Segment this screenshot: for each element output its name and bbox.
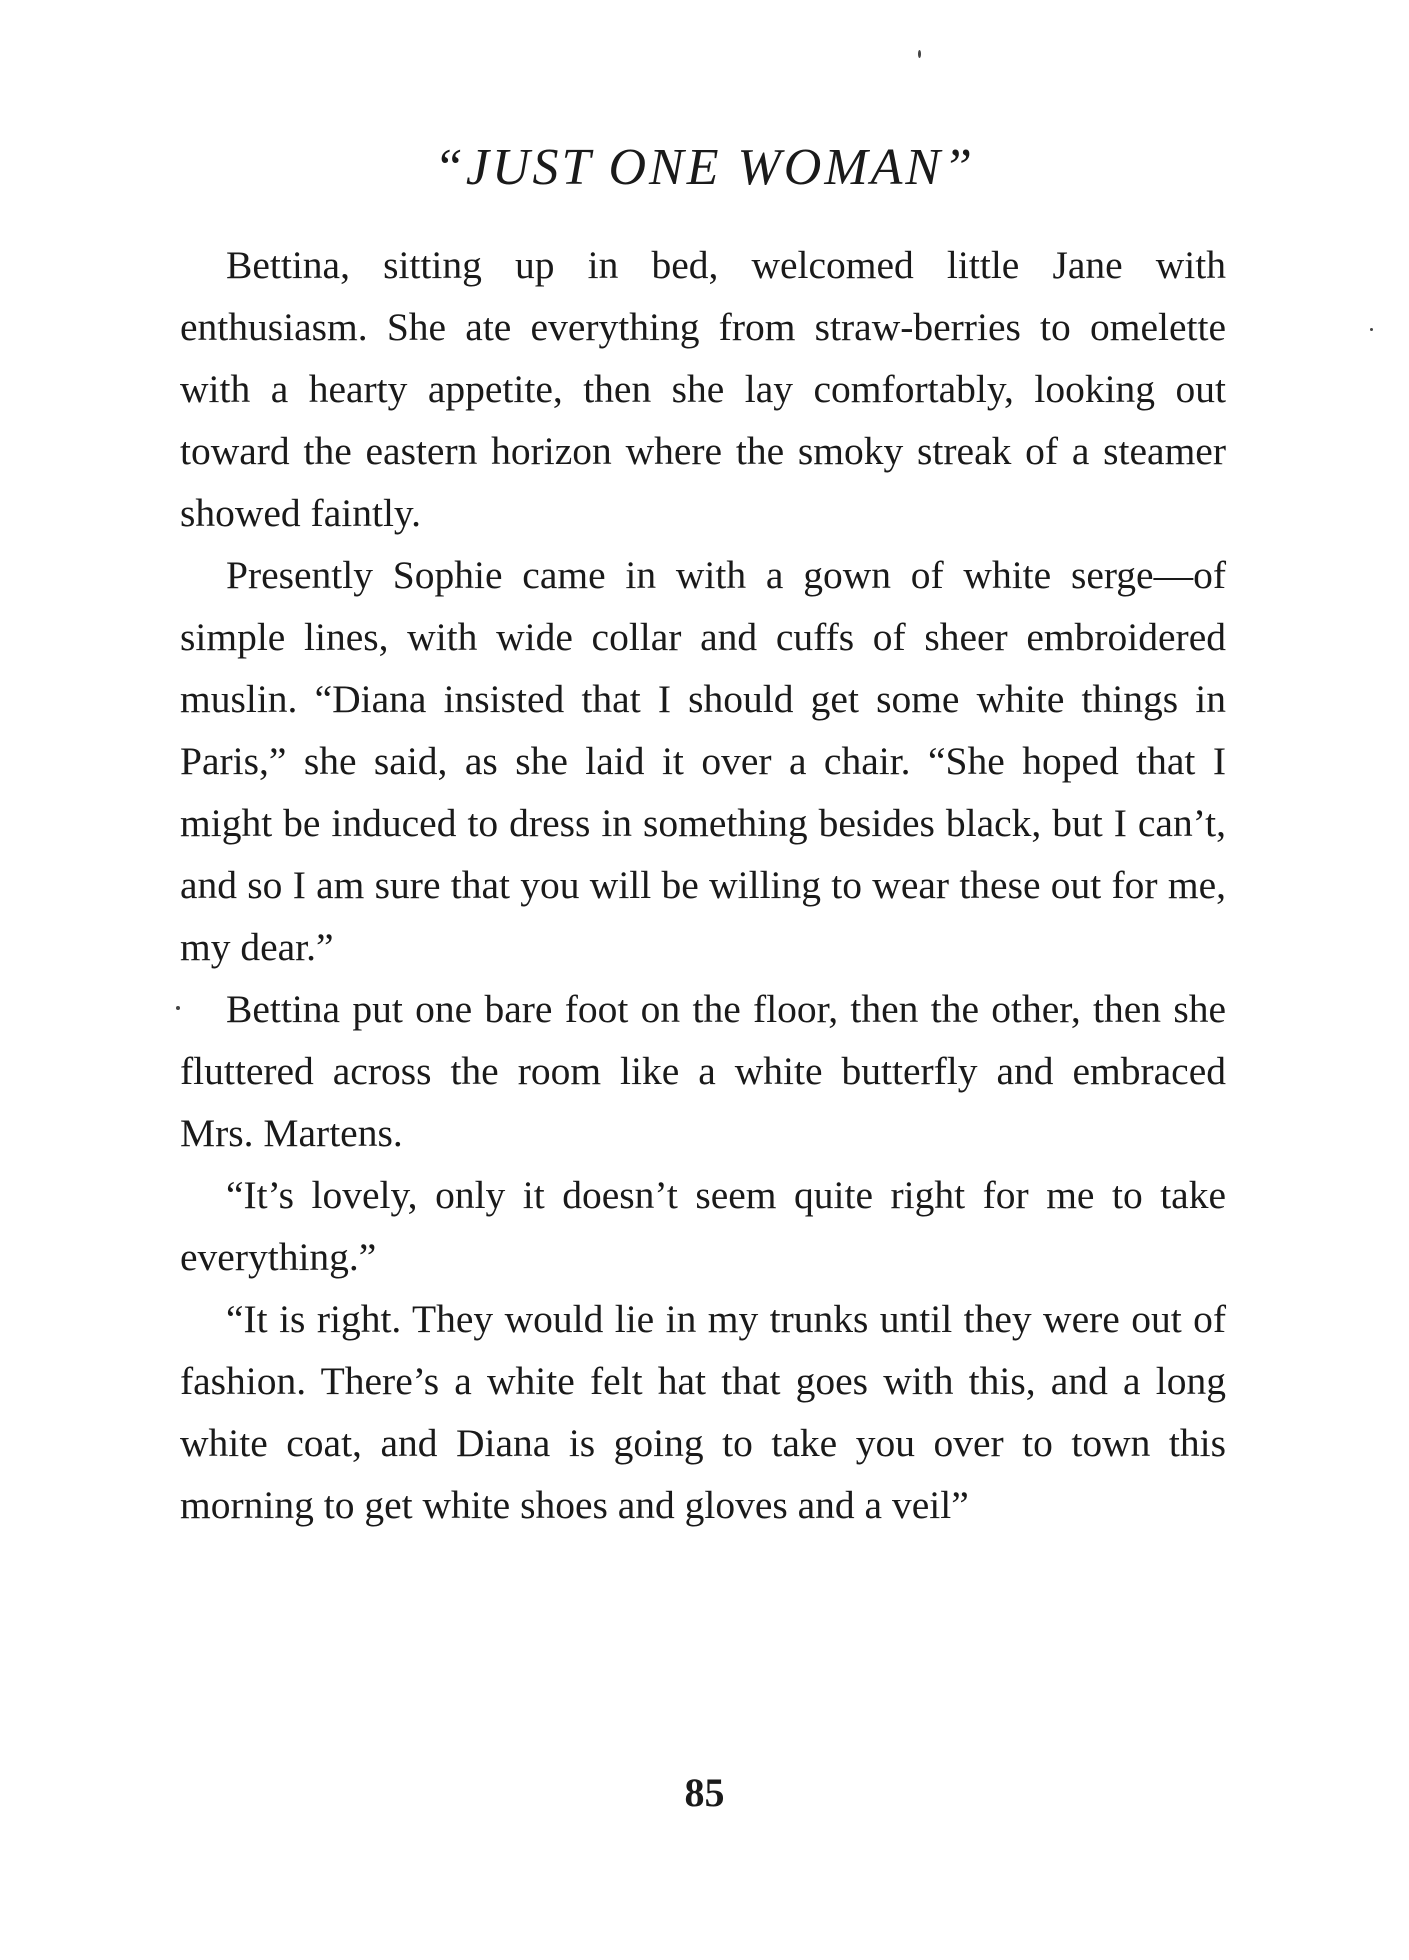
scan-speck: [918, 50, 921, 58]
scan-speck: [176, 1006, 180, 1010]
scan-speck: [1370, 328, 1373, 331]
paragraph: “It’s lovely, only it doesn’t seem quite right for me to take everything.”: [180, 1173, 1226, 1279]
body-text: [180, 234, 1226, 1536]
page-number: 85: [684, 1770, 725, 1815]
running-head: “JUST ONE WOMAN”: [433, 139, 976, 196]
paragraph: Bettina put one bare foot on the floor, then the other, then she fluttered across the room like a white butterfly and embraced Mrs. Martens.: [180, 987, 1226, 1155]
paragraph: Bettina, sitting up in bed, welcomed little Jane with enthusiasm. She ate everything from straw-berries to omelette with a hearty appetite, then she lay comfortably, looking out toward the eastern horizon where the smoky streak of a steamer showed faintly.: [180, 243, 1226, 535]
paragraph: “It is right. They would lie in my trunks until they were out of fashion. There’s a white felt hat that goes with this, and a long white coat, and Diana is going to take you over to town this morning to get white shoes and gloves and a veil”: [180, 1297, 1226, 1527]
paragraph: Presently Sophie came in with a gown of white serge—of simple lines, with wide collar and cuffs of sheer embroidered muslin. “Diana insisted that I should get some white things in Paris,” she said, as she laid it over a chair. “She hoped that I might be induced to dress in something besides black, but I can’t, and so I am sure that you will be willing to wear these out for me, my dear.”: [180, 553, 1226, 969]
